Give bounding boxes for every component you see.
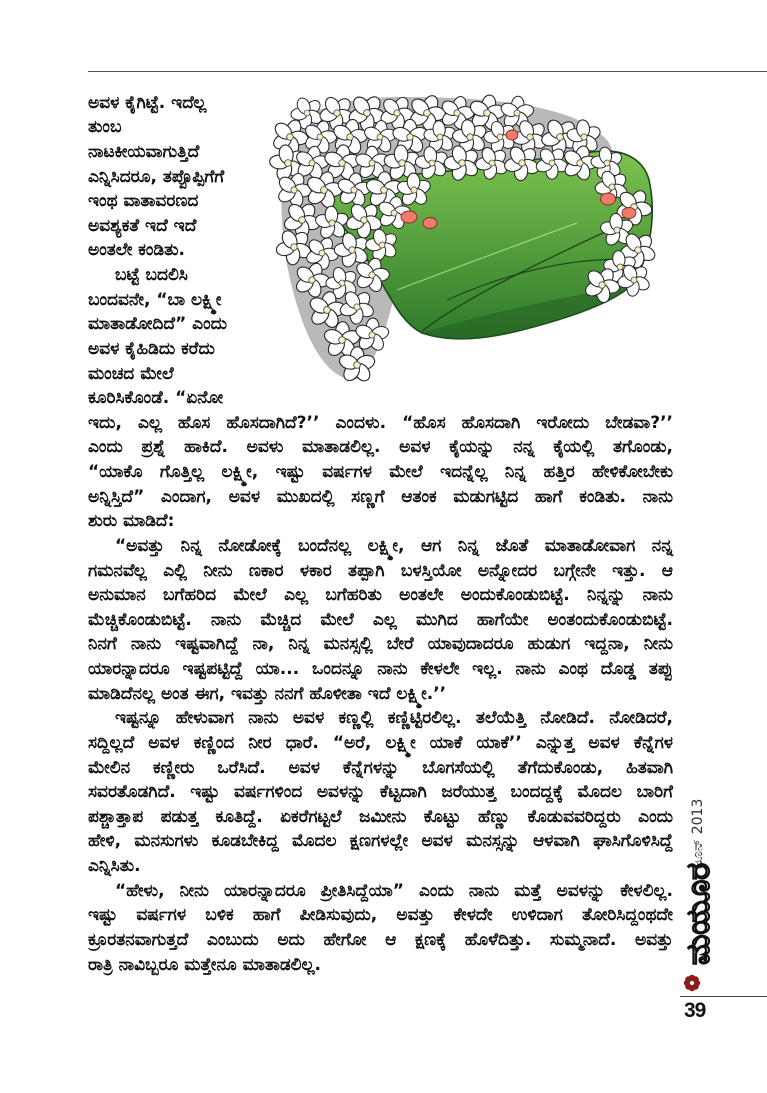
flower-bud [401, 211, 417, 223]
text-line: ಯಾರನ್ನಾದರೂ ಇಷ್ಟಪಟ್ಟಿದ್ದೆ ಯಾ... ಒಂದನ್ನೂ ನಾನು ಕೇಳಲೇ ಇಲ್ಲ. ನಾನು ಎಂಥ ದೊಡ್ಡ ತಪ್ಪು [88, 659, 673, 680]
text-line: ಅವಳ ಕೈಗಿಟ್ಟೆ. ಇದೆಲ್ಲ [88, 92, 207, 113]
text-line: ಬಂದವನೇ, “ಬಾ ಲಕ್ಷ್ಮೀ [88, 289, 222, 310]
issue-date: ಜೂನ್ 2013 [690, 798, 706, 870]
flower-bud [601, 193, 616, 205]
text-line: ಅಂತಲೇ ಕಂಡಿತು. [88, 240, 186, 261]
text-line: ಇಷ್ಟನ್ನೂ ಹೇಳುವಾಗ ನಾನು ಅವಳ ಕಣ್ಣಲ್ಲಿ ಕಣ್ಣಿಟ್ಟಿರಲಿಲ್ಲ. ತಲೆಯೆತ್ತಿ ನೋಡಿದೆ. ನೋಡಿದರೆ, [115, 708, 673, 729]
text-line: ಸವರತೊಡಗಿದೆ. ಇಷ್ಟು ವರ್ಷಗಳಿಂದ ಅವಳನ್ನು ಕೆಟ್ಟದಾಗಿ ಜರೆಯುತ್ತ ಬಂದದ್ದಕ್ಕೆ ಮೊದಲ ಬಾರಿಗೆ [88, 782, 673, 803]
top-rule [88, 71, 767, 72]
page-number-rule [680, 996, 767, 997]
text-line: “ಅವತ್ತು ನಿನ್ನ ನೋಡೋಕ್ಕೆ ಬಂದೆನಲ್ಲ ಲಕ್ಷ್ಮೀ, ಆಗ ನಿನ್ನ ಜೊತೆ ಮಾತಾಡೋವಾಗ ನನ್ನ [115, 535, 673, 556]
page-number: 39 [684, 999, 706, 1022]
magazine-logo: ಮಯೂರ [679, 862, 717, 965]
text-line: ಇದು, ಎಲ್ಲ ಹೊಸ ಹೊಸದಾಗಿದೆ?’’ ಎಂದಳು. “ಹೊಸ ಹೊಸದಾಗಿ ಇರೋದು ಬೇಡವಾ?’’ [88, 412, 673, 433]
text-line: ರಾತ್ರಿ ನಾವಿಬ್ಬರೂ ಮತ್ತೇನೂ ಮಾತಾಡಲಿಲ್ಲ. [88, 954, 322, 975]
text-line: ಶುರು ಮಾಡಿದೆ: [88, 511, 175, 532]
text-line: ಅನ್ನಿಸ್ತಿದೆ” ಎಂದಾಗ, ಅವಳ ಮುಖದಲ್ಲಿ ಸಣ್ಣಗೆ ಆತಂಕ ಮಡುಗಟ್ಟಿದ ಹಾಗೆ ಕಂಡಿತು. ನಾನು [88, 486, 673, 507]
text-line: “ಯಾಕೊ ಗೊತ್ತಿಲ್ಲ ಲಕ್ಷ್ಮೀ, ಇಷ್ಟು ವರ್ಷಗಳ ಮೇಲೆ ಇದನ್ನೆಲ್ಲ ನಿನ್ನ ಹತ್ತಿರ ಹೇಳಿಕೋಬೇಕು [88, 462, 673, 483]
text-line: ಮಂಚದ ಮೇಲೆ [88, 363, 174, 384]
text-line: ಎನ್ನಿಸಿದರೂ, ತಪ್ಪೊಪ್ಪಿಗೆಗೆ [88, 166, 225, 187]
flower-icon-center [690, 981, 694, 985]
text-line: ಮೆಚ್ಚಿಕೊಂಡುಬಿಟ್ಟೆ. ನಾನು ಮೆಚ್ಚಿದ ಮೇಲೆ ಎಲ್ಲ ಮುಗಿದ ಹಾಗೆಯೇ ಅಂತಂದುಕೊಂಡುಬಿಟ್ಟೆ. [88, 609, 673, 630]
text-line: ಇಷ್ಟು ವರ್ಷಗಳ ಬಳಿಕ ಹಾಗೆ ಪೀಡಿಸುವುದು, ಅವತ್ತು ಕೇಳದೇ ಉಳಿದಾಗ ತೋರಿಸಿದ್ದಂಥದೇ [88, 905, 673, 926]
text-line: “ಹೇಳು, ನೀನು ಯಾರನ್ನಾದರೂ ಪ್ರೀತಿಸಿದ್ದೆಯಾ” ಎಂದು ನಾನು ಮತ್ತೆ ಅವಳನ್ನು ಕೇಳಲಿಲ್ಲ. [115, 880, 673, 901]
text-line: ನಿನಗೆ ನಾನು ಇಷ್ಟವಾಗಿದ್ದೆ ನಾ, ನಿನ್ನ ಮನಸ್ಸಲ್ಲಿ ಬೇರೆ ಯಾವುದಾದರೂ ಹುಡುಗ ಇದ್ದನಾ, ನೀನು [88, 634, 673, 655]
text-line: ಕ್ರೂರತನವಾಗುತ್ತದೆ ಎಂಬುದು ಅದು ಹೇಗೋ ಆ ಕ್ಷಣಕ್ಕೆ ಹೊಳೆದಿತ್ತು. ಸುಮ್ಮನಾದೆ. ಅವತ್ತು [88, 929, 673, 950]
flower-bud [423, 218, 437, 229]
text-line: ಬಟ್ಟೆ ಬದಲಿಸಿ [115, 265, 188, 286]
text-line: ಅವಳ ಕೈಹಿಡಿದು ಕರೆದು [88, 338, 215, 359]
flower-bud [622, 208, 636, 219]
text-line: ಅವಶ್ಯಕತೆ ಇದೆ ಇದೆ [88, 215, 197, 236]
text-line: ಎನ್ನಿಸಿತು. [88, 856, 141, 877]
text-line: ಸದ್ದಿಲ್ಲದೆ ಅವಳ ಕಣ್ಣಿಂದ ನೀರ ಧಾರೆ. “ಅರೆ, ಲಕ್ಷ್ಮೀ ಯಾಕೆ ಯಾಕೆ’’ ಎನ್ನುತ್ತ ಅವಳ ಕೆನ್ನೆಗಳ [88, 732, 673, 753]
text-line: ಕೂರಿಸಿಕೊಂಡೆ. “ಏನೋ [88, 388, 224, 409]
text-line: ಮಾಡಿದೆನಲ್ಲ ಅಂತ ಈಗ, ಇವತ್ತು ನನಗೆ ಹೊಳೀತಾ ಇದೆ ಲಕ್ಷ್ಮೀ.’’ [88, 683, 447, 704]
text-line: ಮೇಲಿನ ಕಣ್ಣೀರು ಒರೆಸಿದೆ. ಅವಳ ಕೆನ್ನೆಗಳನ್ನು ಬೊಗಸೆಯಲ್ಲಿ ತೆಗೆದುಕೊಂಡು, ಹಿತವಾಗಿ [88, 757, 673, 778]
text-line: ಮಾತಾಡೋದಿದೆ” ಎಂದು [88, 314, 227, 335]
paragraph [88, 706, 673, 878]
flower-bud [506, 130, 518, 140]
text-line: ಎಂದು ಪ್ರಶ್ನೆ ಹಾಕಿದೆ. ಅವಳು ಮಾತಾಡಲಿಲ್ಲ. ಅವಳ ಕೈಯನ್ನು ನನ್ನ ಕೈಯಲ್ಲಿ ತಗೊಂಡು, [88, 437, 673, 458]
paragraph [88, 534, 673, 706]
text-line: ತುಂಬ [88, 117, 122, 138]
flower-icon [683, 974, 701, 992]
text-line: ಗಮನವೆಲ್ಲ ಎಲ್ಲಿ ನೀನು ಣಕಾರ ಳಕಾರ ತಪ್ಪಾಗಿ ಬಳಸ್ತಿಯೋ ಅನ್ನೋದರ ಬಗ್ಗೇನೇ ಇತ್ತು. ಆ [88, 560, 673, 581]
text-line: ಅನುಮಾನ ಬಗೆಹರಿದ ಮೇಲೆ ಎಲ್ಲ ಬಗೆಹರಿತು ಅಂತಲೇ ಅಂದುಕೊಂಡುಬಿಟ್ಟೆ. ನಿನ್ನನ್ನು ನಾನು [88, 585, 673, 606]
text-line: ಹೇಳಿ, ಮನಸುಗಳು ಕೂಡಬೇಕಿದ್ದ ಮೊದಲ ಕ್ಷಣಗಳಲ್ಲೇ ಅವಳ ಮನಸ್ಸನ್ನು ಆಳವಾಗಿ ಘಾಸಿಗೊಳಿಸಿದ್ದೆ [88, 831, 673, 852]
text-line: ನಾಟಕೀಯವಾಗುತ್ತಿದೆ [88, 141, 200, 162]
paragraph [88, 879, 673, 978]
jasmine-flowers-illustration [272, 95, 657, 390]
text-line: ಇಂಥ ವಾತಾವರಣದ [88, 191, 199, 212]
text-line: ಪಶ್ಚಾತ್ತಾಪ ಪಡುತ್ತ ಕೂತಿದ್ದೆ. ಏಕರೆಗಟ್ಟಲೆ ಜಮೀನು ಕೊಟ್ಟು ಹೆಣ್ಣು ಕೊಡುವವರಿದ್ದರು ಎಂದು [88, 806, 673, 827]
